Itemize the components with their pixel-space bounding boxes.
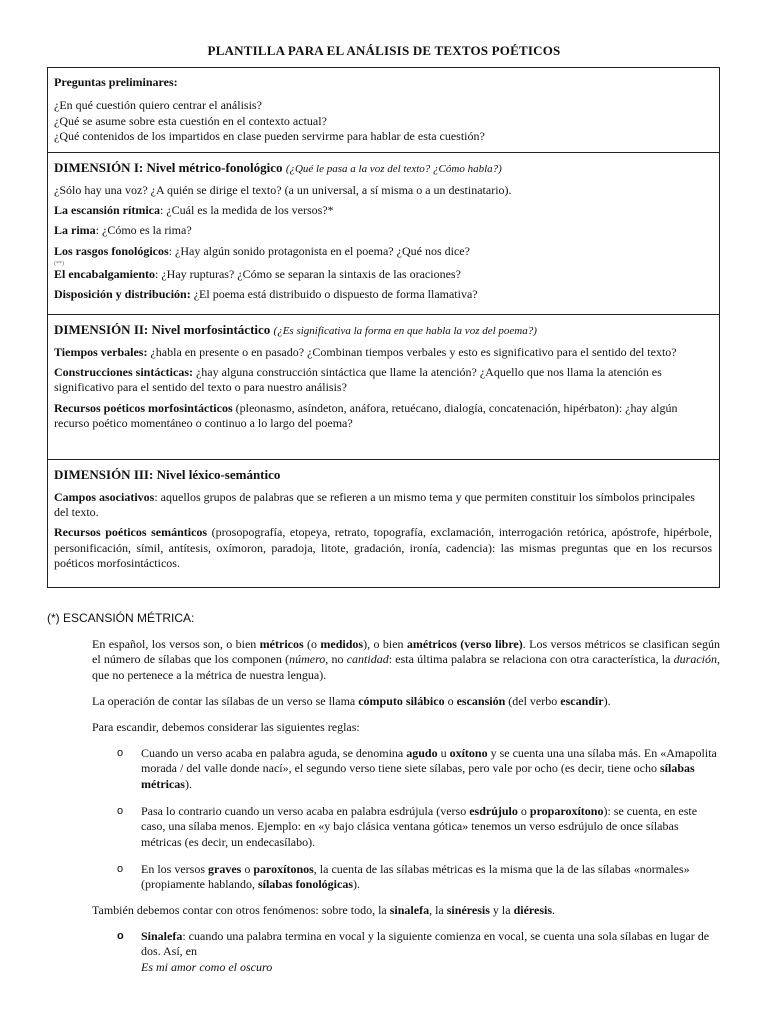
dimension-2-heading: DIMENSIÓN II: Nivel morfosintáctico (¿Es significativa la forma en que habla la voz del poema?) [54, 322, 537, 337]
escansion-paragraph: En español, los versos son, o bien métricos (o medidos), o bien amétricos (verso libre). Los versos métricos se clasifican según el número de sílabas que los componen (número, no cantidad: esta última palabra se relaciona con otra característica, la duración, que no pertenece a la métrica de nuestra lengua). [92, 637, 721, 682]
dimension-1-item: La rima: ¿Cómo es la rima? [54, 223, 192, 238]
preliminary-question: ¿Qué contenidos de los impartidos en clase pueden servirme para hablar de esta cuestión? [54, 129, 485, 144]
dimension-3-heading: DIMENSIÓN III: Nivel léxico-semántico [54, 467, 281, 482]
dimension-3-item: Recursos poéticos semánticos (prosopografía, etopeya, retrato, topografía, exclamación, interrogación retórica, apóstrofe, hipérbole, personificación, símil, antítesis, oxímoron, paradoja, litote, gradación, ironía, cadencia): las mismas preguntas que en los recursos poéticos morfosintácticos. [54, 525, 712, 571]
hollow-bullet-icon: o [117, 747, 124, 759]
rule-list-item: o En los versos graves o paroxítonos, la cuenta de las sílabas métricas es la misma que la de las sílabas «normales» (propiamente hablando, sílabas fonológicas). [117, 862, 690, 892]
section-dimension-3 [48, 460, 719, 587]
section-preliminares [48, 68, 719, 153]
escansion-paragraph: La operación de contar las sílabas de un verso se llama cómputo silábico o escansión (del verbo escandir). [92, 694, 611, 708]
escansion-paragraph: También debemos contar con otros fenómenos: sobre todo, la sinalefa, la sinéresis y la diéresis. [92, 903, 556, 917]
analysis-template-table [47, 67, 720, 588]
preliminary-question: ¿Qué se asume sobre esta cuestión en el contexto actual? [54, 113, 327, 128]
dimension-1-item: La escansión rítmica: ¿Cuál es la medida de los versos?* [54, 202, 334, 217]
dimension-2-item: Construcciones sintácticas: ¿hay alguna construcción sintáctica que llame la atención? ¿Aquello que nos llama la atención es significativo para el sentido del texto o para nuestro análisis? [54, 364, 662, 395]
verse-example: Es mi amor como el oscuro [141, 959, 273, 974]
rule-list-item: o Pasa lo contrario cuando un verso acaba en palabra esdrújula (verso esdrújulo o proparoxítono): se cuenta, en este caso, una sílaba menos. Ejemplo: en «y bajo clásica ventana gótica» tenemos un verso esdrújulo de once sílabas métricas (es decir, un endecasílabo). [117, 804, 698, 849]
rule-list-item: o Sinalefa: cuando una palabra termina en vocal y la siguiente comienza en vocal, se cuenta una sola sílabas en lugar de dos. Así, en Es mi amor como el oscuro [117, 929, 710, 974]
preliminares-heading: Preguntas preliminares: [54, 75, 178, 89]
dimension-3-item: Campos asociativos: aquellos grupos de palabras que se refieren a un mismo tema y que permiten constituir los símbolos principales del texto. [54, 489, 695, 519]
dimension-1-heading: DIMENSIÓN I: Nivel métrico-fonológico (¿Qué le pasa a la voz del texto? ¿Cómo habla?) [54, 160, 502, 175]
preliminary-question: ¿En qué cuestión quiero centrar el análisis? [54, 98, 262, 113]
section-dimension-2 [48, 315, 719, 460]
dimension-1-item: Disposición y distribución: ¿El poema está distribuido o dispuesto de forma llamativa? [54, 287, 478, 302]
dimension-1-intro: ¿Sólo hay una voz? ¿A quién se dirige el texto? (a un universal, a sí misma o a un destinatario). [54, 182, 512, 197]
page-title: PLANTILLA PARA EL ANÁLISIS DE TEXTOS POÉTICOS [207, 43, 561, 58]
hollow-bullet-icon: o [117, 930, 124, 942]
escansion-heading: (*) ESCANSIÓN MÉTRICA: [47, 611, 195, 625]
hollow-bullet-icon: o [117, 805, 124, 817]
dimension-2-item: Recursos poéticos morfosintácticos (pleonasmo, asíndeton, anáfora, retuécano, dialogía, concatenación, hipérbaton): ¿hay algún recurso poético momentáneo o continuo a lo largo del poema? [54, 400, 678, 431]
dimension-2-item: Tiempos verbales: ¿habla en presente o en pasado? ¿Combinan tiempos verbales y esto es significativo para el sentido del texto? [54, 344, 677, 359]
footnote-marker: (**) [54, 261, 64, 268]
hollow-bullet-icon: o [117, 863, 124, 875]
section-dimension-1 [48, 153, 719, 315]
escansion-paragraph: Para escandir, debemos considerar las siguientes reglas: [92, 720, 360, 734]
dimension-1-item: Los rasgos fonológicos: ¿Hay algún sonido protagonista en el poema? ¿Qué nos dice? [54, 243, 470, 258]
dimension-1-item: El encabalgamiento: ¿Hay rupturas? ¿Cómo se separan la sintaxis de las oraciones? [54, 267, 461, 282]
rule-list-item: o Cuando un verso acaba en palabra aguda, se denomina agudo u oxítono y se cuenta una una sílaba más. En «Amapolita morada / del valle donde nací», el segundo verso tiene siete sílabas, pero vale por ocho (es decir, tiene ocho sílabas métricas). [117, 746, 717, 791]
